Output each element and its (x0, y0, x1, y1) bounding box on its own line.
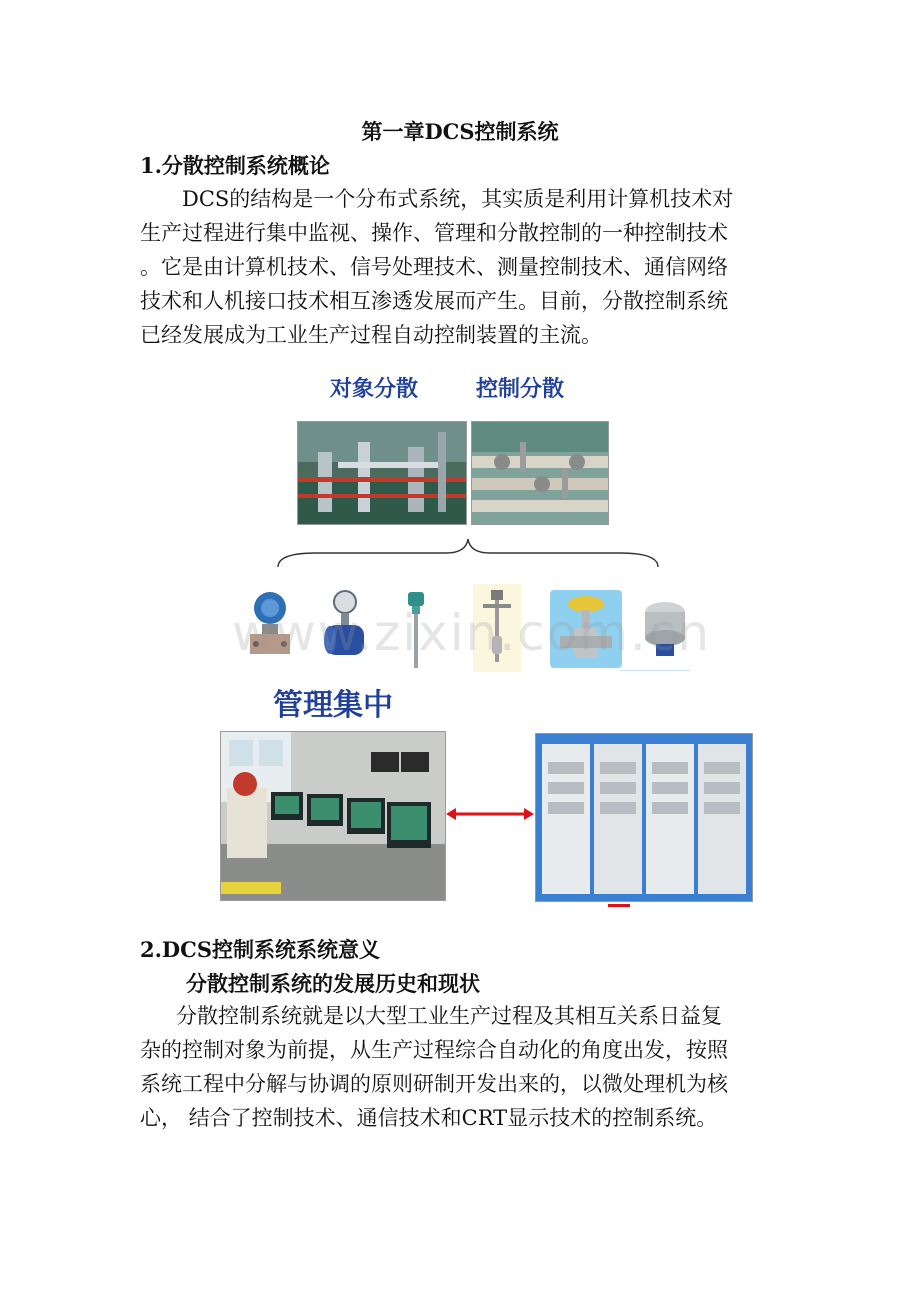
control-cabinet-photo (535, 733, 753, 902)
brace-icon (276, 535, 660, 571)
pipeline-photo (471, 421, 609, 525)
bidirectional-arrow-icon (444, 804, 536, 824)
paragraph-line: 系统工程中分解与协调的原则研制开发出来的，以微处理机为核 (140, 1072, 728, 1096)
section-2-heading: 2.DCS控制系统系统意义 (140, 937, 381, 962)
figure-label-object-distributed: 对象分散 (330, 377, 419, 402)
decorative-mark (608, 904, 630, 907)
section-2-paragraph (140, 999, 780, 1135)
paragraph-line: 。它是由计算机技术、信号处理技术、测量控制技术、通信网络 (140, 255, 728, 279)
paragraph-line: 分散控制系统就是以大型工业生产过程及其相互关系日益复 (176, 1004, 722, 1028)
paragraph-line: 心， 结合了控制技术、通信技术和CRT显示技术的控制系统。 (140, 1106, 718, 1130)
chapter-title: 第一章DCS控制系统 (361, 119, 559, 144)
plant-photo (297, 421, 467, 525)
watermark: www.zixin.com.cn (232, 604, 712, 662)
figure-label-control-distributed: 控制分散 (476, 377, 565, 402)
divider (620, 670, 690, 671)
paragraph-line: 技术和人机接口技术相互渗透发展而产生。目前，分散控制系统 (140, 289, 728, 313)
control-room-photo (220, 731, 446, 901)
paragraph-line: 杂的控制对象为前提，从生产过程综合自动化的角度出发，按照 (140, 1038, 728, 1062)
figure-label-centralized-management: 管理集中 (273, 688, 393, 723)
section-1-heading: 1.分散控制系统概论 (140, 153, 330, 178)
section-1-paragraph (140, 182, 780, 352)
paragraph-line: 生产过程进行集中监视、操作、管理和分散控制的一种控制技术 (140, 221, 728, 245)
section-2-subheading: 分散控制系统的发展历史和现状 (186, 971, 480, 996)
paragraph-line: DCS的结构是一个分布式系统，其实质是利用计算机技术对 (182, 187, 734, 211)
paragraph-line: 已经发展成为工业生产过程自动控制装置的主流。 (140, 323, 602, 347)
